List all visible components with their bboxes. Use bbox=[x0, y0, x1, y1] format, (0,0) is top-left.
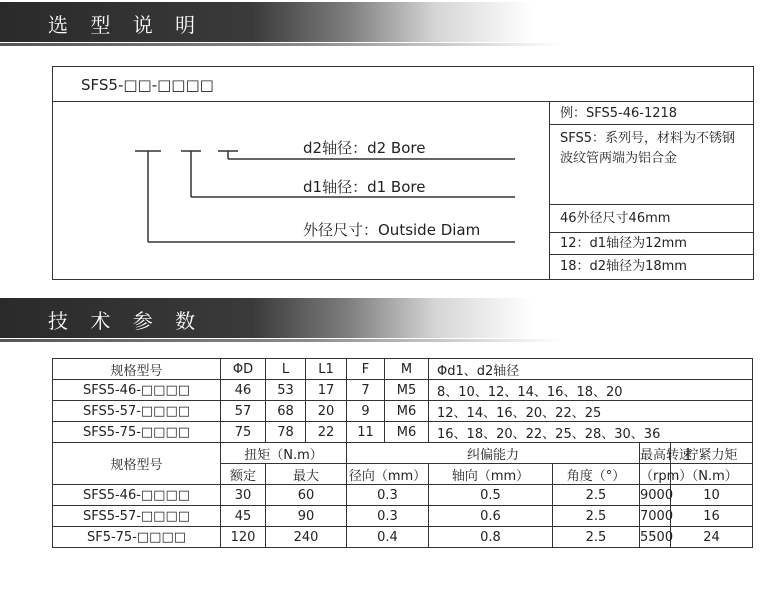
model-code: SFS5-□□-□□□□ bbox=[81, 76, 214, 94]
model-selection-box bbox=[52, 66, 754, 280]
section-banner-parameters bbox=[0, 298, 560, 338]
table-cell: 57 bbox=[221, 401, 266, 422]
table-cell: 9 bbox=[347, 401, 385, 422]
table-cell: 20 bbox=[306, 401, 347, 422]
d2-bore-label: d2轴径：d2 Bore bbox=[303, 139, 426, 157]
table-row bbox=[53, 422, 753, 443]
model-cell: SF5-75-□□□□ bbox=[53, 527, 221, 548]
table-cell: 78 bbox=[266, 422, 306, 443]
header-cell: 最大 bbox=[266, 464, 347, 485]
outside-diam-label: 外径尺寸：Outside Diam bbox=[303, 221, 481, 239]
table-cell: 30 bbox=[221, 485, 266, 506]
table-cell: 68 bbox=[266, 401, 306, 422]
d2-description-cell: 18：d2轴径为18mm bbox=[560, 259, 687, 274]
table-row bbox=[53, 527, 753, 548]
model-cell: SFS5-46-□□□□ bbox=[53, 380, 221, 401]
model-cell: SFS5-46-□□□□ bbox=[53, 485, 221, 506]
table-header-row bbox=[53, 443, 753, 464]
series-description-cell: SFS5：系列号，材料为不锈钢波纹管两端为铝合金 bbox=[550, 125, 753, 205]
table-cell: 0.8 bbox=[429, 527, 553, 548]
table-cell: M5 bbox=[385, 380, 429, 401]
header-cell: 角度（°） bbox=[553, 464, 640, 485]
header-cell: L1 bbox=[306, 359, 347, 380]
technical-parameters-table bbox=[52, 358, 753, 548]
model-cell: SFS5-57-□□□□ bbox=[53, 401, 221, 422]
header-cell: L bbox=[266, 359, 306, 380]
table-cell: 45 bbox=[221, 506, 266, 527]
section-title: 选 型 说 明 bbox=[48, 13, 204, 37]
table-cell: 0.3 bbox=[347, 485, 429, 506]
header-cell: （rpm） bbox=[640, 464, 671, 485]
table-cell: 240 bbox=[266, 527, 347, 548]
outside-diameter-cell: 46外径尺寸46mm bbox=[550, 205, 753, 233]
table-row bbox=[53, 485, 753, 506]
table-cell: 17 bbox=[306, 380, 347, 401]
header-cell: 扭矩（N.m） bbox=[221, 443, 347, 464]
table-cell: 11 bbox=[347, 422, 385, 443]
table-cell: 16 bbox=[671, 506, 753, 527]
table-cell: 5500 bbox=[640, 527, 671, 548]
table-cell: 2.5 bbox=[553, 506, 640, 527]
header-cell: 最高转速 bbox=[640, 443, 671, 464]
table-row bbox=[53, 506, 753, 527]
model-cell: SFS5-57-□□□□ bbox=[53, 506, 221, 527]
table-cell: 7 bbox=[347, 380, 385, 401]
header-cell: 径向（mm） bbox=[347, 464, 429, 485]
table-row bbox=[53, 380, 753, 401]
banner-underline bbox=[0, 43, 560, 46]
table-cell: 22 bbox=[306, 422, 347, 443]
table-cell: 60 bbox=[266, 485, 347, 506]
section-title: 技 术 参 数 bbox=[48, 309, 204, 333]
table-cell: 9000 bbox=[640, 485, 671, 506]
banner-underline bbox=[0, 339, 560, 342]
example-cell: 例：SFS5-46-1218 bbox=[550, 103, 753, 125]
table-cell: 12、14、16、20、22、25 bbox=[429, 401, 753, 422]
table-cell: 8、10、12、14、16、18、20 bbox=[429, 380, 753, 401]
table-cell: 10 bbox=[671, 485, 753, 506]
table-cell: 75 bbox=[221, 422, 266, 443]
model-cell: SFS5-75-□□□□ bbox=[53, 422, 221, 443]
table-header-row bbox=[53, 359, 753, 380]
table-row bbox=[53, 401, 753, 422]
header-cell: 规格型号 bbox=[53, 443, 221, 485]
header-cell: 拧紧力矩 bbox=[671, 443, 753, 464]
d1-bore-label: d1轴径：d1 Bore bbox=[303, 178, 426, 196]
table-cell: 90 bbox=[266, 506, 347, 527]
header-cell: F bbox=[347, 359, 385, 380]
table-cell: 7000 bbox=[640, 506, 671, 527]
table-cell: 120 bbox=[221, 527, 266, 548]
table-cell: 0.4 bbox=[347, 527, 429, 548]
table-cell: M6 bbox=[385, 401, 429, 422]
header-cell: （N.m） bbox=[671, 464, 753, 485]
header-cell: 轴向（mm） bbox=[429, 464, 553, 485]
table-cell: 0.6 bbox=[429, 506, 553, 527]
table-cell: M6 bbox=[385, 422, 429, 443]
header-cell: 纠偏能力 bbox=[347, 443, 640, 464]
table-cell: 2.5 bbox=[553, 527, 640, 548]
header-cell: 额定 bbox=[221, 464, 266, 485]
header-cell: Φd1、d2轴径 bbox=[429, 359, 753, 380]
table-cell: 46 bbox=[221, 380, 266, 401]
table-cell: 24 bbox=[671, 527, 753, 548]
table-cell: 16、18、20、22、25、28、30、36 bbox=[429, 422, 753, 443]
code-breakdown-lines bbox=[53, 67, 549, 279]
table-cell: 2.5 bbox=[553, 485, 640, 506]
header-cell: M bbox=[385, 359, 429, 380]
table-cell: 0.3 bbox=[347, 506, 429, 527]
section-banner-selection bbox=[0, 2, 560, 42]
d1-description-cell: 12：d1轴径为12mm bbox=[550, 233, 753, 255]
table-cell: 0.5 bbox=[429, 485, 553, 506]
header-cell: ΦD bbox=[221, 359, 266, 380]
header-cell: 规格型号 bbox=[53, 359, 221, 380]
table-cell: 53 bbox=[266, 380, 306, 401]
